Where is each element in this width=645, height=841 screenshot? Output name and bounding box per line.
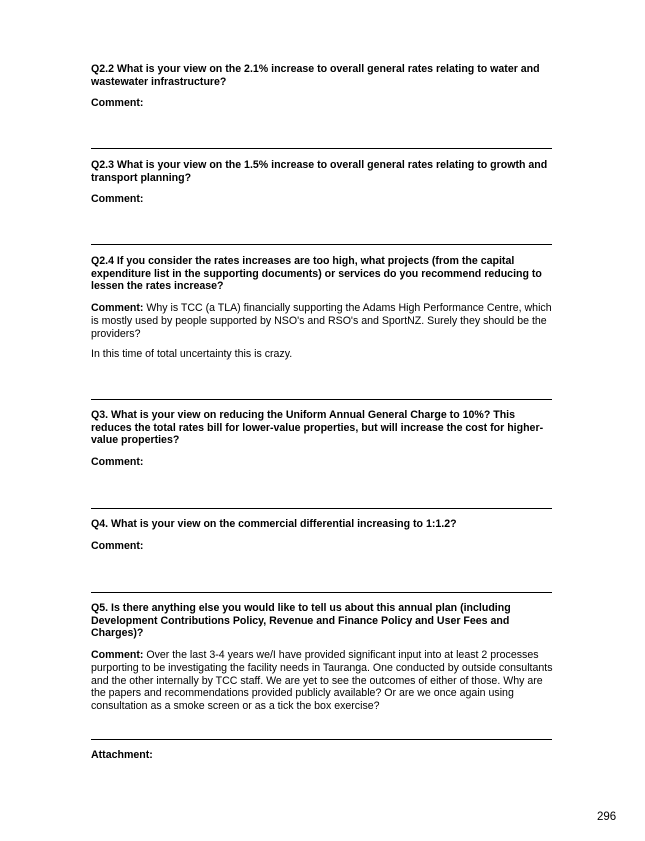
comment-line [91,97,556,110]
divider [91,244,552,245]
attachment-label: Attachment: [91,749,153,761]
divider [91,399,552,400]
question-q2-3 [91,159,556,206]
question-title: Q5. Is there anything else you would like to tell us about this annual plan (including Development Contributions Policy, Revenue and Finance Policy and User Fees and Charges)? [91,602,511,640]
comment-line [91,456,556,469]
question-title: Q2.4 If you consider the rates increases are too high, what projects (from the capital expenditure list in the supporting documents) or services do you recommend reducing to lessen the rates increase? [91,255,542,293]
comment-line [91,302,556,340]
comment-label: Comment: [91,539,144,552]
comment-line [91,193,556,206]
comment-line [91,649,556,713]
page-number: 296 [597,811,617,823]
question-title: Q2.2 What is your view on the 2.1% increase to overall general rates relating to water and wastewater infrastructure? [91,63,540,88]
question-title: Q3. What is your view on reducing the Uniform Annual General Charge to 10%? This reduces the total rates bill for lower-value properties, but will increase the cost for higher-value properties? [91,409,544,447]
comment-label: Comment: [91,302,144,315]
comment-line [91,540,556,553]
question-title: Q4. What is your view on the commercial differential increasing to 1:1.2? [91,518,457,530]
comment-text: Over the last 3-4 years we/I have provided significant input into at least 2 processes purporting to be investigating the facility needs in Tauranga. One conducted by outside consultants and the other internally by TCC staff. We are yet to see the outcomes of either of those. Why are the papers and recommendations provided publicly available? Or are we once again using consultation as a smoke screen or as a tick the box exercise? [91,649,553,712]
divider [91,739,552,740]
question-q2-4 [91,255,556,361]
question-title: Q2.3 What is your view on the 1.5% increase to overall general rates relating to growth and transport planning? [91,159,548,184]
divider [91,592,552,593]
question-q3 [91,409,556,469]
comment-label: Comment: [91,649,144,662]
comment-label: Comment: [91,456,144,469]
comment-label: Comment: [91,97,144,110]
divider [91,148,552,149]
comment-text: Why is TCC (a TLA) financially supporting the Adams High Performance Centre, which is mostly used by people supported by NSO's and RSO's and SportNZ. Surely they should be the providers? [91,302,552,340]
comment-label: Comment: [91,193,144,206]
divider [91,508,552,509]
comment-extra-text: In this time of total uncertainty this is crazy. [91,348,293,361]
question-q4 [91,518,556,552]
question-q2-2 [91,63,556,110]
question-q5 [91,602,556,713]
